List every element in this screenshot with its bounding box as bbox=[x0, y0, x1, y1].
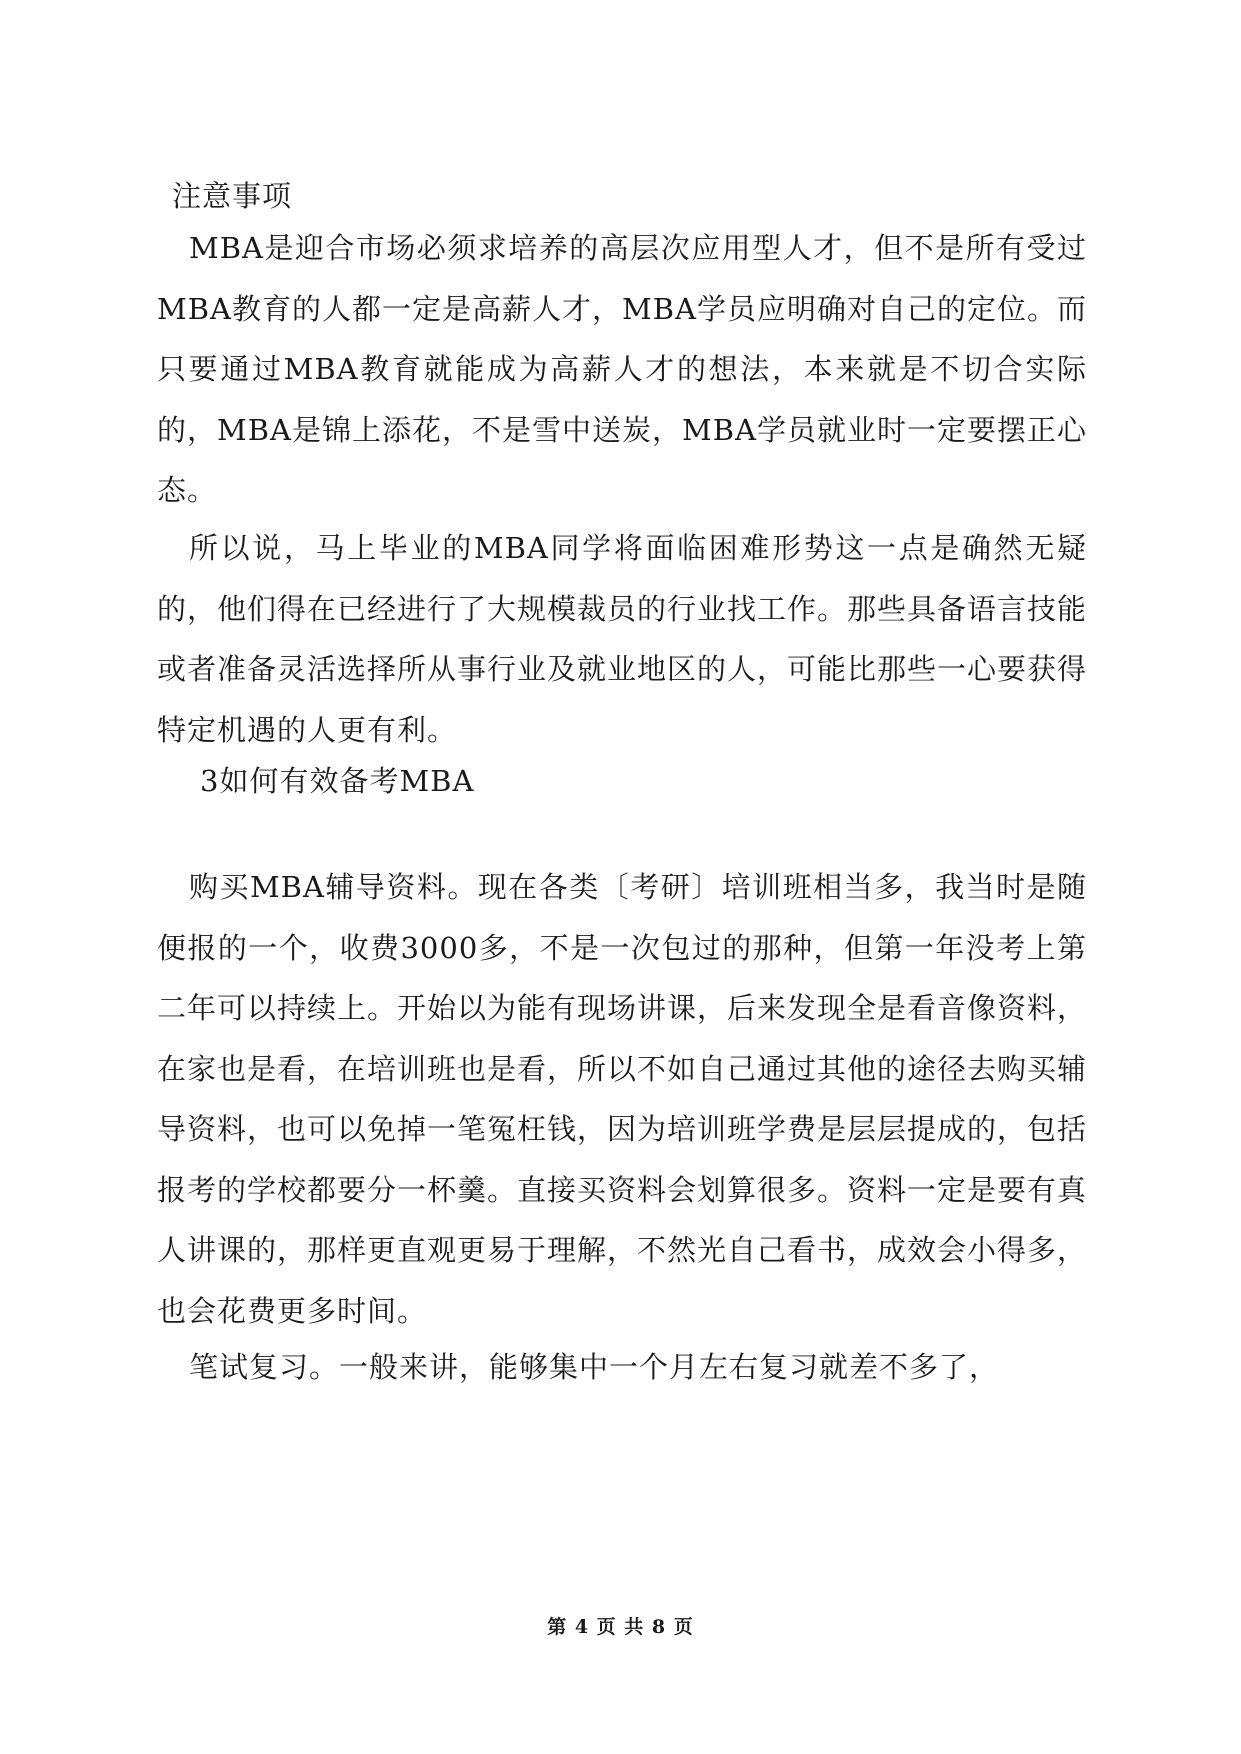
note-heading: 注意事项 bbox=[172, 179, 293, 213]
paragraph-1: MBA是迎合市场必须求培养的高层次应用型人才，但不是所有受过MBA教育的人都一定是高薪人才，MBA学员应明确对自己的定位。而只要通过MBA教育就能成为高薪人才的想法，本来就是不切合实际的，MBA是锦上添花，不是雪中送炭，MBA学员就业时一定要摆正心态。 bbox=[157, 231, 1087, 507]
paragraph-3: 购买MBA辅导资料。现在各类〔考研〕培训班相当多，我当时是随便报的一个，收费3000多，不是一次包过的那种，但第一年没考上第二年可以持续上。开始以为能有现场讲课，后来发现全是看音像资料，在家也是看，在培训班也是看，所以不如自己通过其他的途径去购买辅导资料，也可以免掉一笔冤枉钱，因为培训班学费是层层提成的，包括报考的学校都要分一杯羹。直接买资料会划算很多。资料一定是要有真人讲课的，那样更直观更易于理解，不然光自己看书，成效会小得多，也会花费更多时间。 bbox=[157, 870, 1088, 1328]
page-number-footer: 第 4 页 共 8 页 bbox=[547, 1616, 694, 1638]
paragraph-4: 笔试复习。一般来讲，能够集中一个月左右复习就差不多了， bbox=[189, 1350, 1000, 1384]
section-heading: 3如何有效备考MBA bbox=[200, 764, 475, 798]
paragraph-2: 所以说，马上毕业的MBA同学将面临困难形势这一点是确然无疑的，他们得在已经进行了大规模裁员的行业找工作。那些具备语言技能或者准备灵活选择所从事行业及就业地区的人，可能比那些一心要获得特定机遇的人更有利。 bbox=[157, 531, 1088, 747]
